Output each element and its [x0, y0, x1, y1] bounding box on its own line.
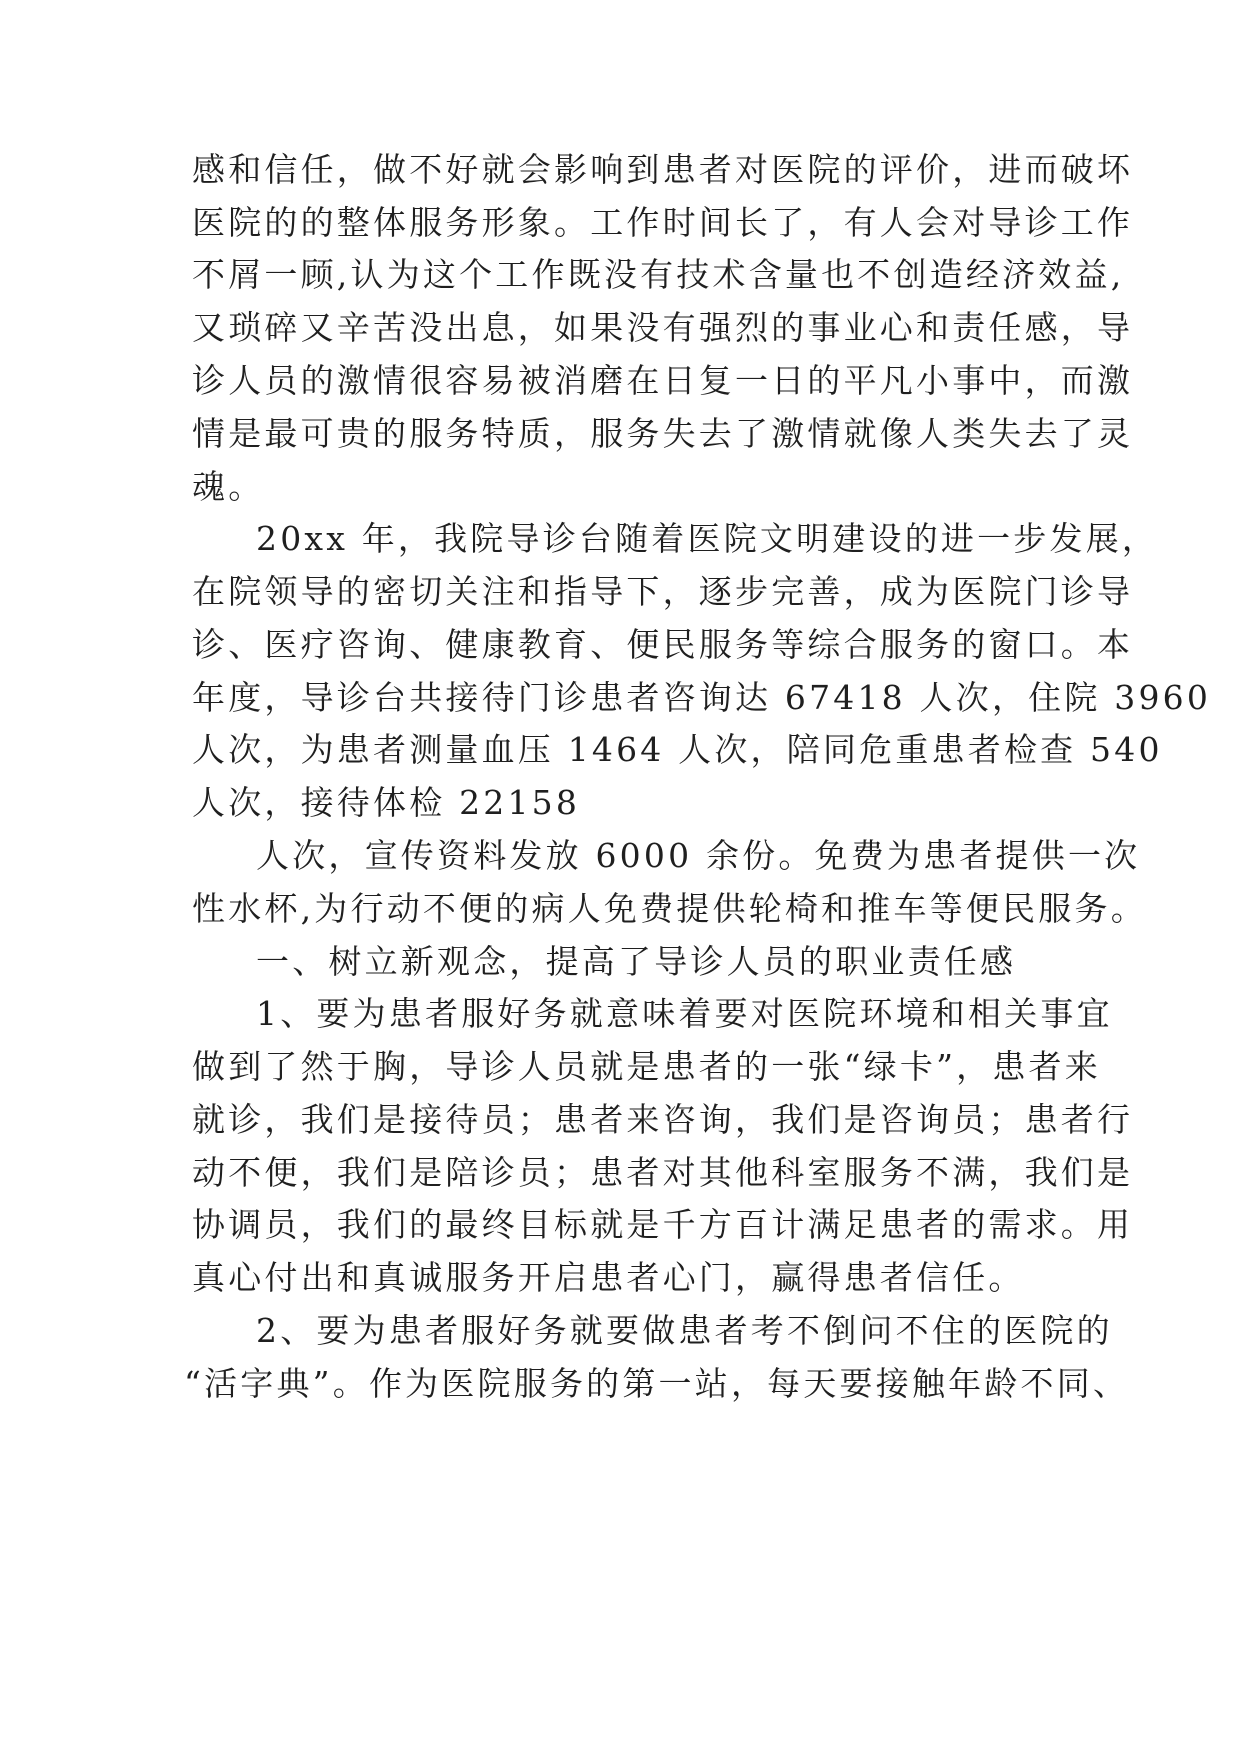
text-line: 又琐碎又辛苦没出息，如果没有强烈的事业心和责任感，导: [192, 308, 1134, 347]
text-line: 魂。: [192, 467, 265, 506]
text-line: 人次，宣传资料发放 6000 余份。免费为患者提供一次: [256, 836, 1141, 875]
text-line: 在院领导的密切关注和指导下，逐步完善，成为医院门诊导: [192, 572, 1134, 611]
text-line: 20xx 年，我院导诊台随着医院文明建设的进一步发展，: [256, 519, 1159, 558]
text-line: 做到了然于胸，导诊人员就是患者的一张“绿卡”，患者来: [192, 1047, 1101, 1086]
text-line: 不屑一顾,认为这个工作既没有技术含量也不创造经济效益,: [192, 255, 1125, 294]
text-line: 就诊，我们是接待员；患者来咨询，我们是咨询员；患者行: [192, 1100, 1134, 1139]
text-line: 诊、医疗咨询、健康教育、便民服务等综合服务的窗口。本: [192, 625, 1134, 664]
text-line: 动不便，我们是陪诊员；患者对其他科室服务不满，我们是: [192, 1153, 1134, 1192]
text-line: 1、要为患者服好务就意味着要对医院环境和相关事宜: [256, 994, 1113, 1033]
text-line: 协调员，我们的最终目标就是千方百计满足患者的需求。用: [192, 1205, 1134, 1244]
text-line: 人次，为患者测量血压 1464 人次，陪同危重患者检查 540: [192, 730, 1163, 769]
text-line: 人次，接待体检 22158: [192, 783, 581, 822]
text-line: 年度，导诊台共接待门诊患者咨询达 67418 人次，住院 3960: [192, 678, 1212, 717]
text-line: 诊人员的激情很容易被消磨在日复一日的平凡小事中，而激: [192, 361, 1134, 400]
text-line: “活字典”。作为医院服务的第一站，每天要接触年龄不同、: [184, 1364, 1130, 1403]
text-line: 2、要为患者服好务就要做患者考不倒问不住的医院的: [256, 1311, 1113, 1350]
text-line: 情是最可贵的服务特质，服务失去了激情就像人类失去了灵: [192, 414, 1134, 453]
text-line: 感和信任，做不好就会影响到患者对医院的评价，进而破坏: [192, 150, 1134, 189]
text-line: 真心付出和真诚服务开启患者心门，赢得患者信任。: [192, 1258, 1025, 1297]
text-line: 性水杯,为行动不便的病人免费提供轮椅和推车等便民服务。: [192, 889, 1147, 928]
text-line: 医院的的整体服务形象。工作时间长了，有人会对导诊工作: [192, 203, 1134, 242]
section-heading: 一、树立新观念，提高了导诊人员的职业责任感: [256, 942, 1017, 981]
